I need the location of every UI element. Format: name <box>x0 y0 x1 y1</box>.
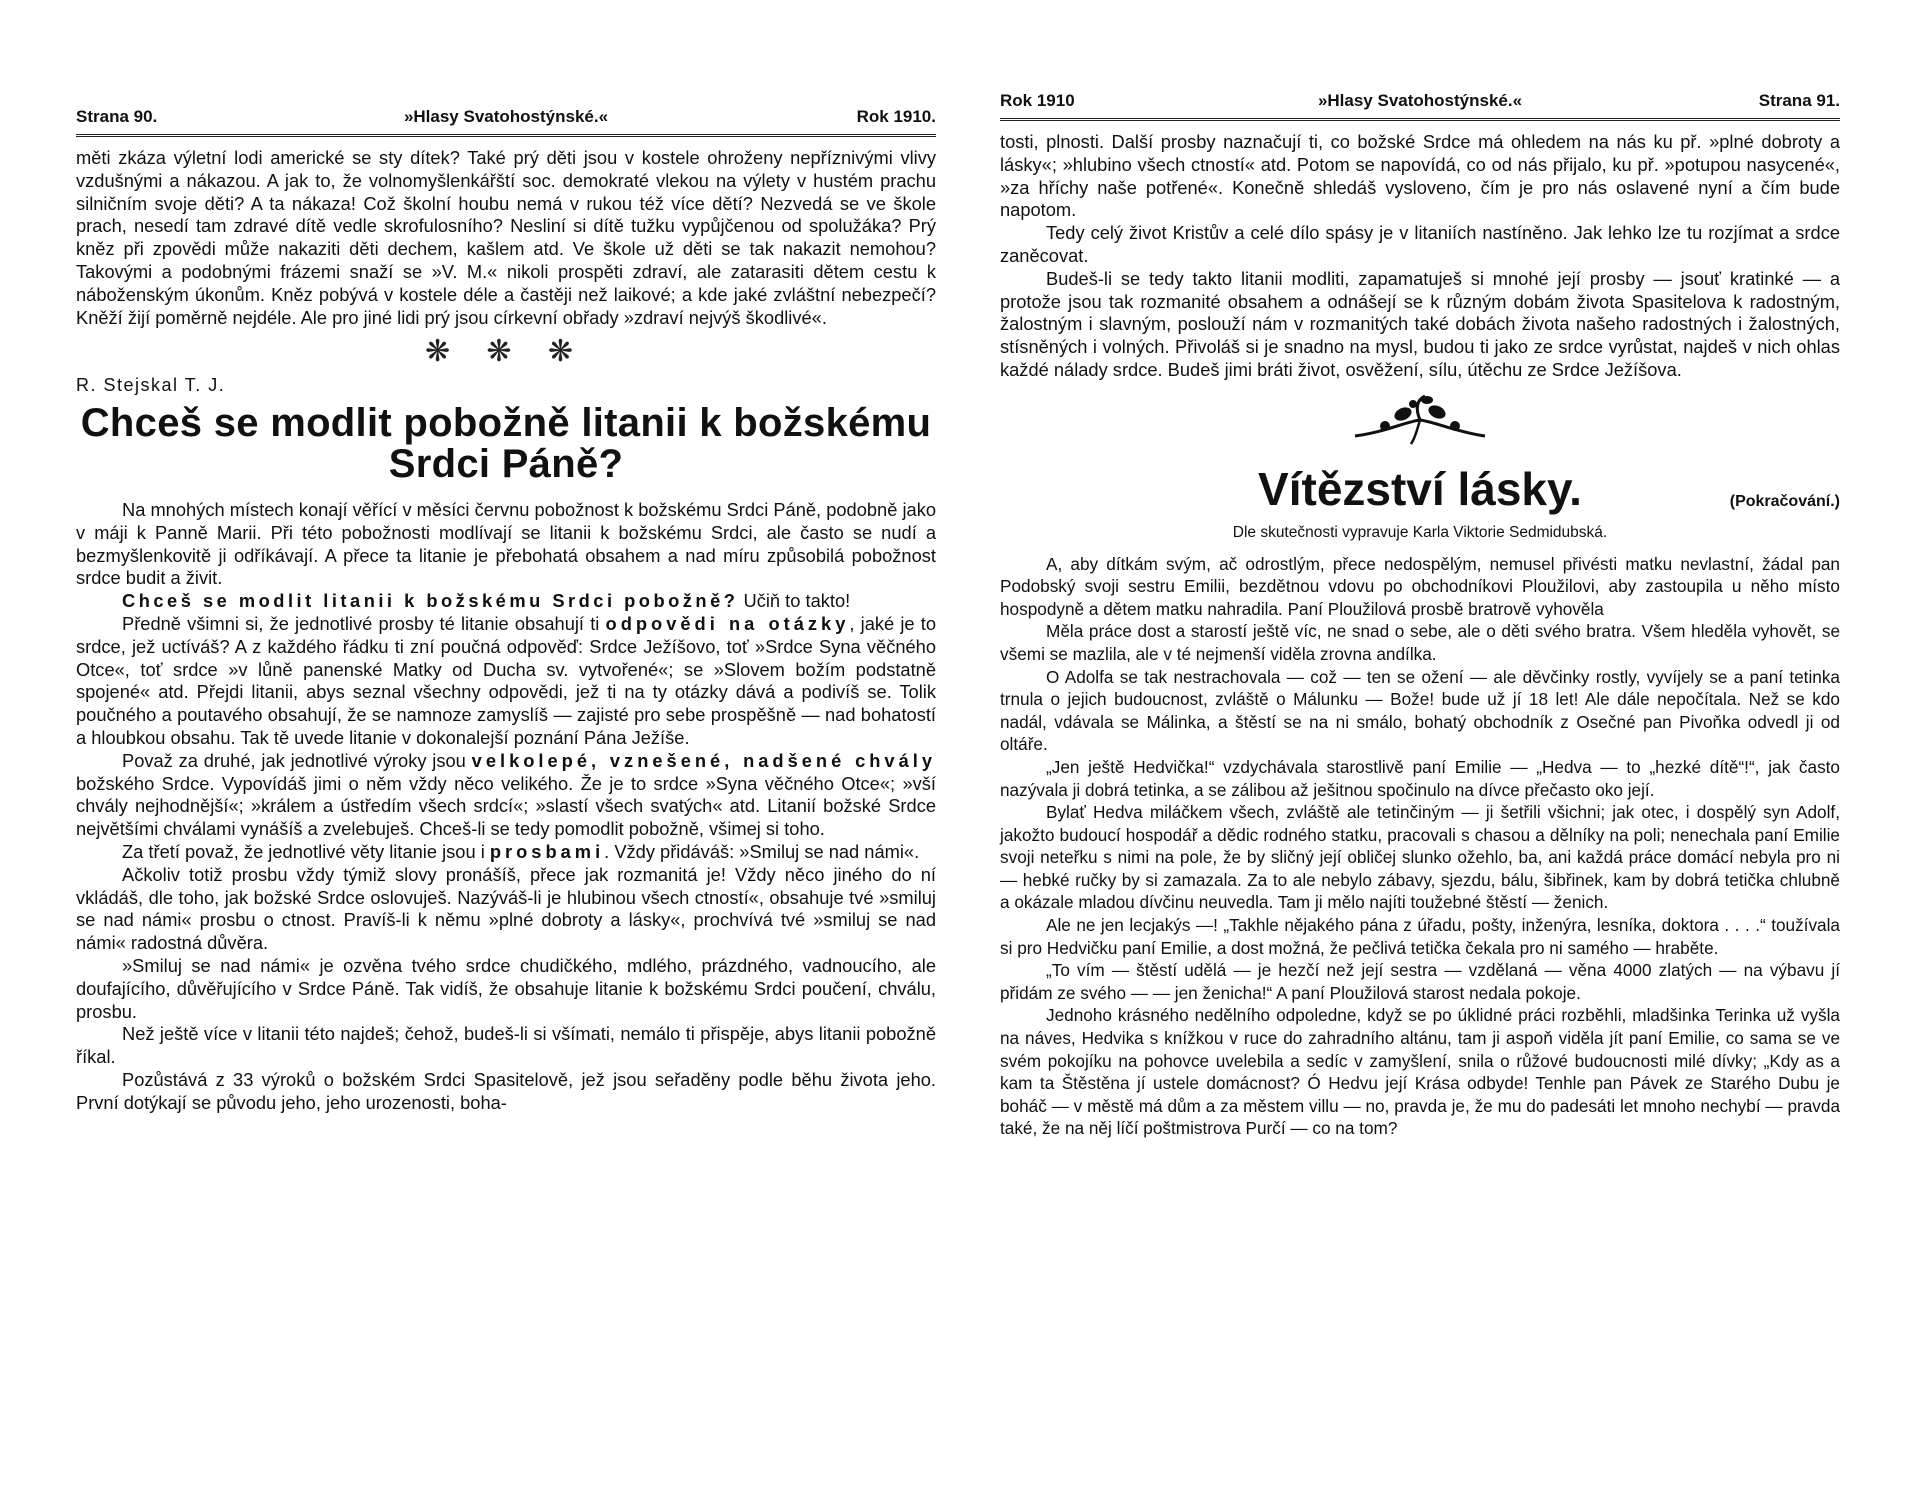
story-title: Vítězství lásky. <box>1258 462 1582 515</box>
left-body <box>76 147 936 1114</box>
story-paragraph: Jednoho krásného nedělního odpoledne, když se po úklidné práci rozběhli, mladšinka Terinka už vyšla na náves, Hedvika s knížkou v ruce do zahradního altánu, tam ji aspoň viděla jít paní Emilie, co sama se ve svém pokojíku na pohovce uvelebila a sedíc v zamyšlení, snila o růžové budoucnosti milé dívky; „Kdy as a kam ta Štěstěna jí ustele domácnost? Ó Hedvu její Krása odbyde! Tenhle pan Pávek ze Starého Dubu je boháč — v městě má dům a za městem villu — no, pravda je, že mu do padesáti let mnoho nechybí — pravda také, že na něj líčí poštmistrova Purčí — co na tom? <box>1000 1005 1840 1139</box>
spaced-heading-tail: Učiň to takto! <box>743 590 851 612</box>
spaced-emphasis: prosbami <box>489 840 605 862</box>
text-run: božského Srdce. Vypovídáš jimi o něm vždy něco velikého. Že je to srdce »Syna věčného Otce«; »vší chvály nejhodnější«; »králem a ústředím všech srdcí«; »slastí všech svatých« atd. Litanií božské Srdce největšími chválami vynášíš a zvelebuješ. Chceš-li se tedy pomodlit pobožně, všimej si toho. <box>76 772 936 840</box>
article-paragraph: »Smiluj se nad námi« je ozvěna tvého srdce chudičkého, mdlého, prázdného, vadnoucího, ale doufajícího, důvěřujícího v Srdce Páně. Tak vidíš, že obsahuje litanie k božskému Srdci poučení, chválu, prosbu. <box>76 954 936 1022</box>
story-paragraph: „Jen ještě Hedvička!“ vzdychávala starostlivě paní Emilie — „Hedva — to „hezké dítě“!“, jak často nazývala ji dobrá tetinka, a se zálibou až ješitnou spočinulo na dívce přečasto oko její. <box>1000 756 1840 800</box>
article-paragraph: Ačkoliv totiž prosbu vždy týmiž slovy pronášíš, přece jak rozmanitá je! Vždy něco jiného do ní vkládáš, dle toho, jak božské Srdce oslovuješ. Nazýváš-li je hlubinou všech ctností«, obsahuje tvé »smiluj se nad námi« prosbu o ctnost. Pravíš-li k němu »plné dobroty a lásky«, prochvívá tvé »smiluj se nad námi« radostná důvěra. <box>76 863 936 954</box>
article-paragraph: Než ještě více v litanii této najdeš; čehož, budeš-li si všímati, nemálo ti přispěje, abys litanii pobožně říkal. <box>76 1023 936 1068</box>
article-paragraph: Tedy celý život Kristův a celé dílo spásy je v litaniích nastíněno. Jak lehko lze tu rozjímat a srdce zaněcovat. <box>1000 222 1840 266</box>
story-paragraph: Bylať Hedva miláčkem všech, zvláště ale tetinčiným — ji šetřili všichni; jak otec, i dospělý syn Adolf, jakožto budoucí hospodář a dědic rodného statku, pracovali s chasou a dělníky na poli; nenechala paní Emilie svoji neteřku s nimi na pole, že by sličný její obličej slunko ožehlo, ba, ani každá práce domácí nebyla pro ni — hebké ručky by si zamazala. Za to ale nebylo zábavy, sjezdu, bálu, šibřinek, kam by dobrá tetička chlubně a okázale mladou dívčinu neuvedla. Tam ji mělo najíti toužebné štěstí — ženich. <box>1000 802 1840 913</box>
magazine-title: »Hlasy Svatohostýnské.« <box>1317 91 1523 110</box>
page-number: Strana 90. <box>76 107 158 126</box>
text-run: Za třetí považ, že jednotlivé věty litanie jsou i <box>122 840 485 862</box>
article-paragraph: Na mnohých místech konají věřící v měsíci červnu pobožnost k božskému Srdci Páně, podobně jako v máji k Panně Marii. Při této pobožnosti modlívají se litanii k božskému Srdci, ale často se nudí a bezmyšlenkovitě ji odříkávají. A přece ta litanie je přebohatá obsahem a nad míru způsobilá pobožnost srdce budit a živit. <box>76 498 936 589</box>
spaced-heading: Chceš se modlit litanii k božskému Srdci pobožně? <box>122 590 739 612</box>
floral-ornament-icon <box>1345 392 1495 448</box>
story-title-row <box>1000 460 1840 518</box>
article-title: Chceš se modlit pobožně litanii k božskému Srdci Páně? <box>80 400 932 486</box>
text-run: Považ za druhé, jak jednotlivé výroky jsou <box>122 749 466 771</box>
story-paragraph: O Adolfa se tak nestrachovala — což — ten se ožení — ale děvčinky rostly, vyvíjely se a paní tetinka trnula o jejich budoucnost, zvláště o Málunku — Bože! bude už jí 18 let! Ale dále nepočítala. Než se kdo nadál, vdávala se Málinka, a štěstí se na ni smálo, bohatý obchodník z Osečné pan Pivoňka odvedl ji od oltáře. <box>1000 666 1840 755</box>
story-paragraph: A, aby dítkám svým, ač odrostlým, přece nedospělým, nemusel přivésti matku nevlastní, žádal pan Podobský svoji sestru Emilii, bezdětnou vdovu po obchodníkovi Ploužilovi, aby zastoupila u něho místo hospodyně a dětem matku nahradila. Paní Ploužilová prosbě bratrově vyhověla <box>1000 553 1840 619</box>
article-paragraph <box>76 750 936 841</box>
section-stars: ❋ ❋ ❋ <box>424 335 588 369</box>
article-author: R. Stejskal T. J. <box>76 375 226 396</box>
magazine-title: »Hlasy Svatohostýnské.« <box>403 107 609 126</box>
article-paragraph <box>76 841 936 864</box>
story-body <box>1000 553 1840 1140</box>
text-run: Předně všimni si, že jednotlivé prosby té litanie obsahují ti <box>122 612 600 634</box>
story-paragraph: Měla práce dost a starostí ještě víc, ne snad o sebe, ale o děti svého bratra. Všem hleděla vyhovět, se všemi se mazlila, ale v té nejmenší viděla zrovna andílka. <box>1000 621 1840 664</box>
story-byline: Dle skutečnosti vypravuje Karla Viktorie Sedmidubská. <box>1232 523 1608 541</box>
story-paragraph: Ale ne jen lecjakýs —! „Takhle nějakého pána z úřadu, pošty, inženýra, lesníka, doktora . . . .“ toužívala si pro Hedvičku paní Emilie, a dost možná, že pečlivá tetička čekala pro ni samého — hraběte. <box>1000 915 1840 958</box>
story-paragraph: „To vím — štěstí udělá — je hezčí než její sestra — vzdělaná — věna 4000 zlatých — na výbavu jí přidám ze svého — — jen ženicha!“ A paní Ploužilová starost nedala pokoje. <box>1000 960 1840 1003</box>
right-page <box>954 0 1908 1501</box>
right-page-header <box>1000 88 1840 121</box>
page-number: Strana 91. <box>1758 91 1840 110</box>
article-paragraph: Budeš-li se tedy takto litanii modliti, zapamatuješ si mnohé její prosby — jsouť kratinké — a protože jsou tak rozmanité obsahem a odnášejí se k různým dobám života Spasitelova k radostným, žalostným i slavným, poslouží nám v rozmanitých také dobách života našeho radostných i žalostných, stísněných i volných. Přivoláš si je snadno na mysl, budou ti jako ze srdce vyrůstat, najdeš v nich ohlas každé nálady srdce. Budeš jimi bráti život, osvěžení, sílu, útěchu ze Srdce Ježíšova. <box>1000 267 1840 380</box>
text-run: . Vždy přidáváš: »Smiluj se nad námi«. <box>604 840 920 862</box>
left-page-header <box>76 104 936 137</box>
year: Rok 1910. <box>856 107 936 126</box>
spaced-emphasis: velkolepé, vznešené, nadšené chvály <box>471 749 936 771</box>
article-paragraph: Pozůstává z 33 výroků o božském Srdci Spasitelově, jež jsou seřaděny podle běhu života jeho. První dotýkají se původu jeho, jeho urozenosti, boha- <box>76 1068 936 1113</box>
continued-note: (Pokračování.) <box>1729 492 1840 510</box>
right-body <box>1000 131 1840 1140</box>
spaced-emphasis: odpovědi na otázky <box>605 612 850 634</box>
year: Rok 1910 <box>1000 91 1075 110</box>
article-paragraph <box>76 613 936 750</box>
text-run: , jaké je to srdce, jež uctíváš? A z každého řádku ti zní poučná odpověď: Srdce Ježíšovo, toť »Srdce Syna věčného Otce«, toť srdce »v lůně panenské Matky od Ducha sv. vytvořené«; se »Slovem božím podstatně spojené« atd. Přejdi litanii, abys seznal všechny odpovědi, jež ti na ty otázky dává a podivíš se. Tolik poučného a poutavého obsahují, že se namnoze zamyslíš — zajisté pro sebe prospěšně — nad bohatostí a hloubkou obsahu. Tak tě uvede litanie v dokonalejší poznání Pána Ježíše. <box>76 612 937 748</box>
intro-paragraph: měti zkáza výletní lodi americké se sty dítek? Také prý děti jsou v kostele ohroženy nepříznivými vlivy vzdušnými a nákazou. A jak to, že volnomyšlenkářští soc. demokraté vlekou na výlety v hustém prachu silničním svoje děti? A ta nákaza! Což školní houbu nemá v rukou též více dětí? Nezvedá se ve škole prach, nesedí tam zdravé dítě vedle skrofulosního? Nesliní si dítě tužku vypůjčenou od spolužáka? Prý kněz při zpovědi může nakaziti děti dechem, kašlem atd. Ve škole už děti se tak nakazit nemohou? Takovými a podobnými frázemi snaží se »V. M.« nikoli prospěti zdraví, ale zatarasiti dětem cestu k náboženským úkonům. Kněz pobývá v kostele déle a častěji než laikové; a kde jaké zvláštní nebezpečí? Kněží žijí poměrně nejdéle. Ale pro jiné lidi prý jsou církevní obřady »zdraví nejvýš škodlivé«. <box>76 147 936 328</box>
article-paragraph: tosti, plnosti. Další prosby naznačují ti, co božské Srdce má ohledem na nás ku př. »plné dobroty a lásky«; »hlubino všech ctností« atd. Potom se napovídá, co od nás přijalo, ku př. »potupou nasycené«, »za hříchy naše potřené«. Konečně shledáš vysloveno, čím je pro nás oslavené nyní a čím bude napotom. <box>1000 131 1840 221</box>
article-paragraph <box>76 590 936 613</box>
